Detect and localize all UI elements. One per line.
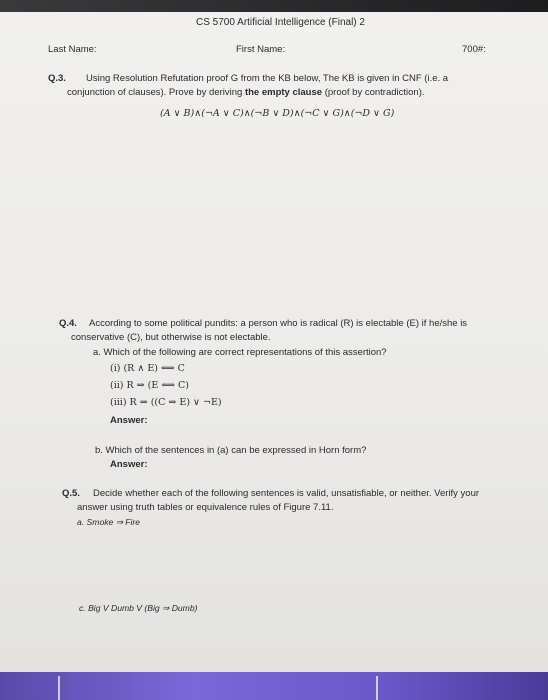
bottom-divider-right (376, 676, 378, 700)
q5-part-c: c. Big V Dumb V (Big ⇒ Dumb) (79, 603, 198, 613)
first-name-label: First Name: (236, 44, 286, 55)
q4-number: Q.4. (59, 318, 77, 329)
q4-line2: conservative (C), but otherwise is not electable. (71, 332, 271, 343)
q4-option-3: (iii) R ⇒ ((C ⇒ E) ∨ ¬E) (110, 397, 222, 408)
id-label: 700#: (462, 44, 486, 55)
q5-line1: Decide whether each of the following sentences is valid, unsatisfiable, or neither. Verify your (93, 488, 480, 499)
q4-option-1: (i) (R ∧ E) ⟺ C (110, 363, 185, 374)
q4-option-2: (ii) R ⇒ (E ⟺ C) (110, 380, 189, 391)
bottom-divider-left (58, 676, 60, 700)
bottom-edge (0, 672, 548, 700)
q3-line1: Using Resolution Refutation proof G from the KB below, The KB is given in CNF (i.e. a (86, 73, 449, 84)
q3-number: Q.3. (48, 73, 66, 84)
page-title: CS 5700 Artificial Intelligence (Final) 2 (196, 17, 365, 28)
q4-part-a: a. Which of the following are correct representations of this assertion? (93, 347, 387, 358)
q4-part-b: b. Which of the sentences in (a) can be expressed in Horn form? (95, 445, 367, 456)
q3-line2: conjunction of clauses). Prove by deriving the empty clause (proof by contradiction). (67, 87, 425, 98)
q3-emphasis: the empty clause (244, 87, 323, 98)
q5-number: Q.5. (62, 488, 80, 499)
q4-line1: According to some political pundits: a person who is radical (R) is electable (E) if he/she is (89, 318, 468, 329)
q3-kb-formula: (A ∨ B)∧(¬A ∨ C)∧(¬B ∨ D)∧(¬C ∨ G)∧(¬D ∨ G) (160, 108, 395, 119)
q5-part-a: a. Smoke ⇒ Fire (77, 517, 141, 527)
q4-answer-a: Answer: (110, 415, 148, 426)
last-name-label: Last Name: (48, 44, 97, 55)
q4-answer-b: Answer: (110, 459, 148, 470)
q5-line2: answer using truth tables or equivalence rules of Figure 7.11. (77, 502, 334, 513)
